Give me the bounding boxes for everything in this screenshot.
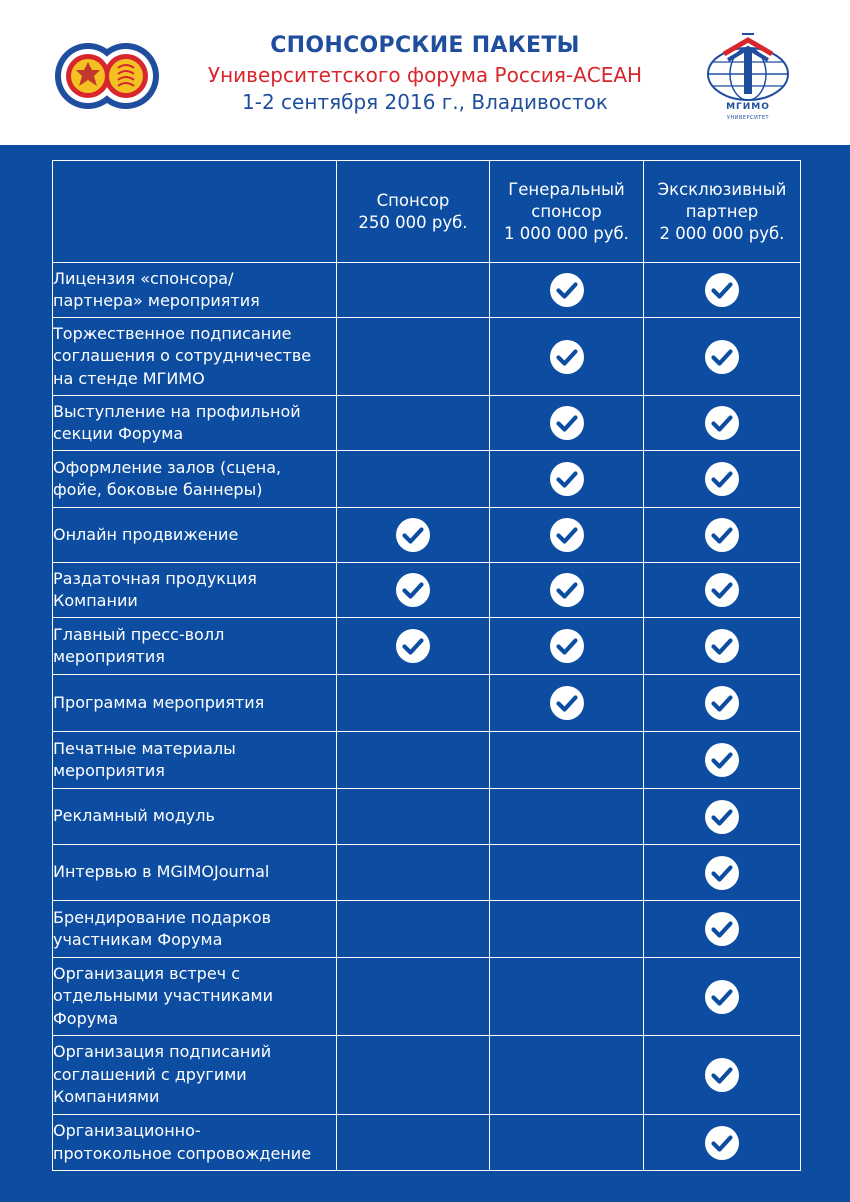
column-header-line: 2 000 000 руб. bbox=[659, 223, 785, 243]
checkmark-icon bbox=[395, 517, 431, 553]
table-row bbox=[53, 901, 801, 958]
page-header bbox=[0, 0, 850, 145]
row-label bbox=[53, 396, 337, 451]
package-cell bbox=[644, 789, 801, 845]
row-label-line: соглашения о сотрудничестве bbox=[53, 346, 312, 366]
row-label-line: фойе, боковые баннеры) bbox=[53, 480, 263, 499]
package-cell bbox=[337, 845, 490, 901]
package-cell bbox=[337, 1036, 490, 1115]
checkmark-icon bbox=[704, 461, 740, 497]
column-header-sponsor bbox=[337, 161, 490, 263]
column-header-line: Эксклюзивный bbox=[657, 179, 787, 199]
package-cell bbox=[644, 508, 801, 563]
row-label bbox=[53, 451, 337, 508]
row-label bbox=[53, 508, 337, 563]
checkmark-icon bbox=[549, 628, 585, 664]
column-header-line: Генеральный bbox=[508, 179, 625, 199]
package-cell bbox=[490, 318, 644, 396]
package-cell bbox=[490, 1115, 644, 1171]
package-cell bbox=[644, 451, 801, 508]
row-label-line: мероприятия bbox=[53, 761, 165, 780]
row-label bbox=[53, 563, 337, 618]
mgimo-logo-subtext: УНИВЕРСИТЕТ bbox=[726, 115, 770, 121]
package-cell bbox=[490, 618, 644, 675]
package-cell bbox=[490, 958, 644, 1036]
row-label-line: Оформление залов (сцена, bbox=[53, 457, 282, 477]
row-label bbox=[53, 845, 337, 901]
checkmark-icon bbox=[704, 405, 740, 441]
row-label bbox=[53, 675, 337, 732]
row-label-line: Раздаточная продукция bbox=[53, 568, 257, 588]
column-header-general-sponsor bbox=[490, 161, 644, 263]
checkmark-icon bbox=[704, 979, 740, 1015]
table-row bbox=[53, 958, 801, 1036]
table-row bbox=[53, 675, 801, 732]
checkmark-icon bbox=[549, 461, 585, 497]
table-row bbox=[53, 732, 801, 789]
row-label-line: партнера» мероприятия bbox=[53, 291, 260, 310]
checkmark-icon bbox=[704, 339, 740, 375]
package-cell bbox=[337, 789, 490, 845]
table-row bbox=[53, 451, 801, 508]
checkmark-icon bbox=[704, 572, 740, 608]
row-label-line: Компании bbox=[53, 591, 138, 610]
column-header-line: 1 000 000 руб. bbox=[504, 223, 629, 243]
row-label bbox=[53, 1115, 337, 1171]
package-cell bbox=[337, 396, 490, 451]
column-header-line: 250 000 руб. bbox=[358, 212, 468, 232]
row-label-line: на стенде МГИМО bbox=[53, 368, 205, 388]
checkmark-icon bbox=[549, 685, 585, 721]
package-cell bbox=[490, 396, 644, 451]
package-cell bbox=[337, 451, 490, 508]
mgimo-logo-text: МГИМО bbox=[726, 102, 770, 112]
row-label-line: Рекламный модуль bbox=[53, 806, 215, 826]
column-header-line: партнер bbox=[685, 201, 759, 221]
checkmark-icon bbox=[704, 272, 740, 308]
package-cell bbox=[644, 675, 801, 732]
package-cell bbox=[644, 1036, 801, 1115]
row-label bbox=[53, 789, 337, 845]
row-label-line: секции Форума bbox=[53, 424, 184, 443]
table-row bbox=[53, 263, 801, 318]
page-subtitle: Университетского форума Россия-АСЕАН bbox=[207, 63, 643, 87]
table-row bbox=[53, 1115, 801, 1171]
checkmark-icon bbox=[704, 911, 740, 947]
table-header-row bbox=[53, 161, 801, 263]
row-label-line: Компаниями bbox=[53, 1087, 160, 1107]
row-label-line: протокольное сопровождение bbox=[53, 1143, 312, 1163]
row-label bbox=[53, 618, 337, 675]
package-cell bbox=[644, 396, 801, 451]
row-label-line: Печатные материалы bbox=[53, 738, 236, 758]
row-label bbox=[53, 1036, 337, 1115]
row-label-line: Организационно- bbox=[53, 1121, 201, 1140]
checkmark-icon bbox=[549, 572, 585, 608]
row-label bbox=[53, 958, 337, 1036]
checkmark-icon bbox=[395, 572, 431, 608]
package-cell bbox=[337, 263, 490, 318]
package-cell bbox=[337, 563, 490, 618]
table-row bbox=[53, 318, 801, 396]
row-label-line: Организация встреч с bbox=[53, 963, 241, 983]
row-label-line: Лицензия «спонсора/ bbox=[53, 268, 234, 288]
column-header-line: Спонсор bbox=[376, 190, 450, 210]
package-cell bbox=[490, 508, 644, 563]
row-label-line: Форума bbox=[53, 1008, 119, 1028]
package-cell bbox=[490, 901, 644, 958]
event-date-place: 1-2 сентября 2016 г., Владивосток bbox=[242, 90, 608, 114]
package-cell bbox=[490, 675, 644, 732]
row-label-line: Торжественное подписание bbox=[53, 323, 292, 343]
package-cell bbox=[644, 845, 801, 901]
checkmark-icon bbox=[704, 1057, 740, 1093]
checkmark-icon bbox=[704, 628, 740, 664]
row-label bbox=[53, 263, 337, 318]
checkmark-icon bbox=[704, 1125, 740, 1161]
row-label-line: Брендирование подарков bbox=[53, 907, 272, 927]
table-row bbox=[53, 789, 801, 845]
package-cell bbox=[337, 958, 490, 1036]
package-cell bbox=[337, 318, 490, 396]
package-cell bbox=[337, 675, 490, 732]
table-row bbox=[53, 845, 801, 901]
checkmark-icon bbox=[395, 628, 431, 664]
checkmark-icon bbox=[704, 855, 740, 891]
packages-panel bbox=[0, 145, 850, 1202]
table-row bbox=[53, 618, 801, 675]
row-label bbox=[53, 732, 337, 789]
row-label-line: Выступление на профильной bbox=[53, 401, 301, 421]
package-cell bbox=[644, 563, 801, 618]
column-header-line: спонсор bbox=[531, 201, 602, 221]
row-label-line: мероприятия bbox=[53, 647, 165, 666]
column-header-exclusive-partner bbox=[644, 161, 801, 263]
row-label bbox=[53, 318, 337, 396]
checkmark-icon bbox=[704, 799, 740, 835]
package-cell bbox=[337, 732, 490, 789]
row-label-line: соглашений с другими bbox=[53, 1064, 247, 1084]
package-cell bbox=[644, 618, 801, 675]
package-cell bbox=[644, 1115, 801, 1171]
package-cell bbox=[490, 263, 644, 318]
row-label-line: участникам Форума bbox=[53, 930, 223, 949]
row-label-line: отдельными участниками bbox=[53, 986, 273, 1006]
package-cell bbox=[644, 263, 801, 318]
page-title: СПОНСОРСКИЕ ПАКЕТЫ bbox=[270, 33, 580, 58]
package-cell bbox=[337, 1115, 490, 1171]
row-label-line: Интервью в MGIMOJournal bbox=[53, 862, 270, 882]
row-label bbox=[53, 901, 337, 958]
package-cell bbox=[644, 318, 801, 396]
table-row bbox=[53, 396, 801, 451]
package-cell bbox=[644, 958, 801, 1036]
package-cell bbox=[644, 901, 801, 958]
package-cell bbox=[337, 618, 490, 675]
checkmark-icon bbox=[549, 517, 585, 553]
row-label-line: Организация подписаний bbox=[53, 1042, 272, 1062]
package-cell bbox=[644, 732, 801, 789]
package-cell bbox=[490, 732, 644, 789]
package-cell bbox=[337, 901, 490, 958]
row-label-line: Онлайн продвижение bbox=[53, 524, 239, 544]
row-label-line: Программа мероприятия bbox=[53, 692, 265, 712]
mgimo-logo-icon bbox=[702, 30, 794, 125]
table-row bbox=[53, 1036, 801, 1115]
checkmark-icon bbox=[549, 405, 585, 441]
package-cell bbox=[490, 563, 644, 618]
checkmark-icon bbox=[704, 685, 740, 721]
checkmark-icon bbox=[549, 339, 585, 375]
checkmark-icon bbox=[704, 517, 740, 553]
package-cell bbox=[490, 1036, 644, 1115]
empty-header-cell bbox=[53, 161, 337, 263]
row-label-line: Главный пресс-волл bbox=[53, 624, 225, 644]
table-body bbox=[53, 263, 801, 1171]
checkmark-icon bbox=[704, 742, 740, 778]
checkmark-icon bbox=[549, 272, 585, 308]
package-cell bbox=[490, 845, 644, 901]
sponsorship-table bbox=[52, 160, 801, 1171]
table-row bbox=[53, 508, 801, 563]
table-row bbox=[53, 563, 801, 618]
package-cell bbox=[490, 789, 644, 845]
package-cell bbox=[337, 508, 490, 563]
package-cell bbox=[490, 451, 644, 508]
